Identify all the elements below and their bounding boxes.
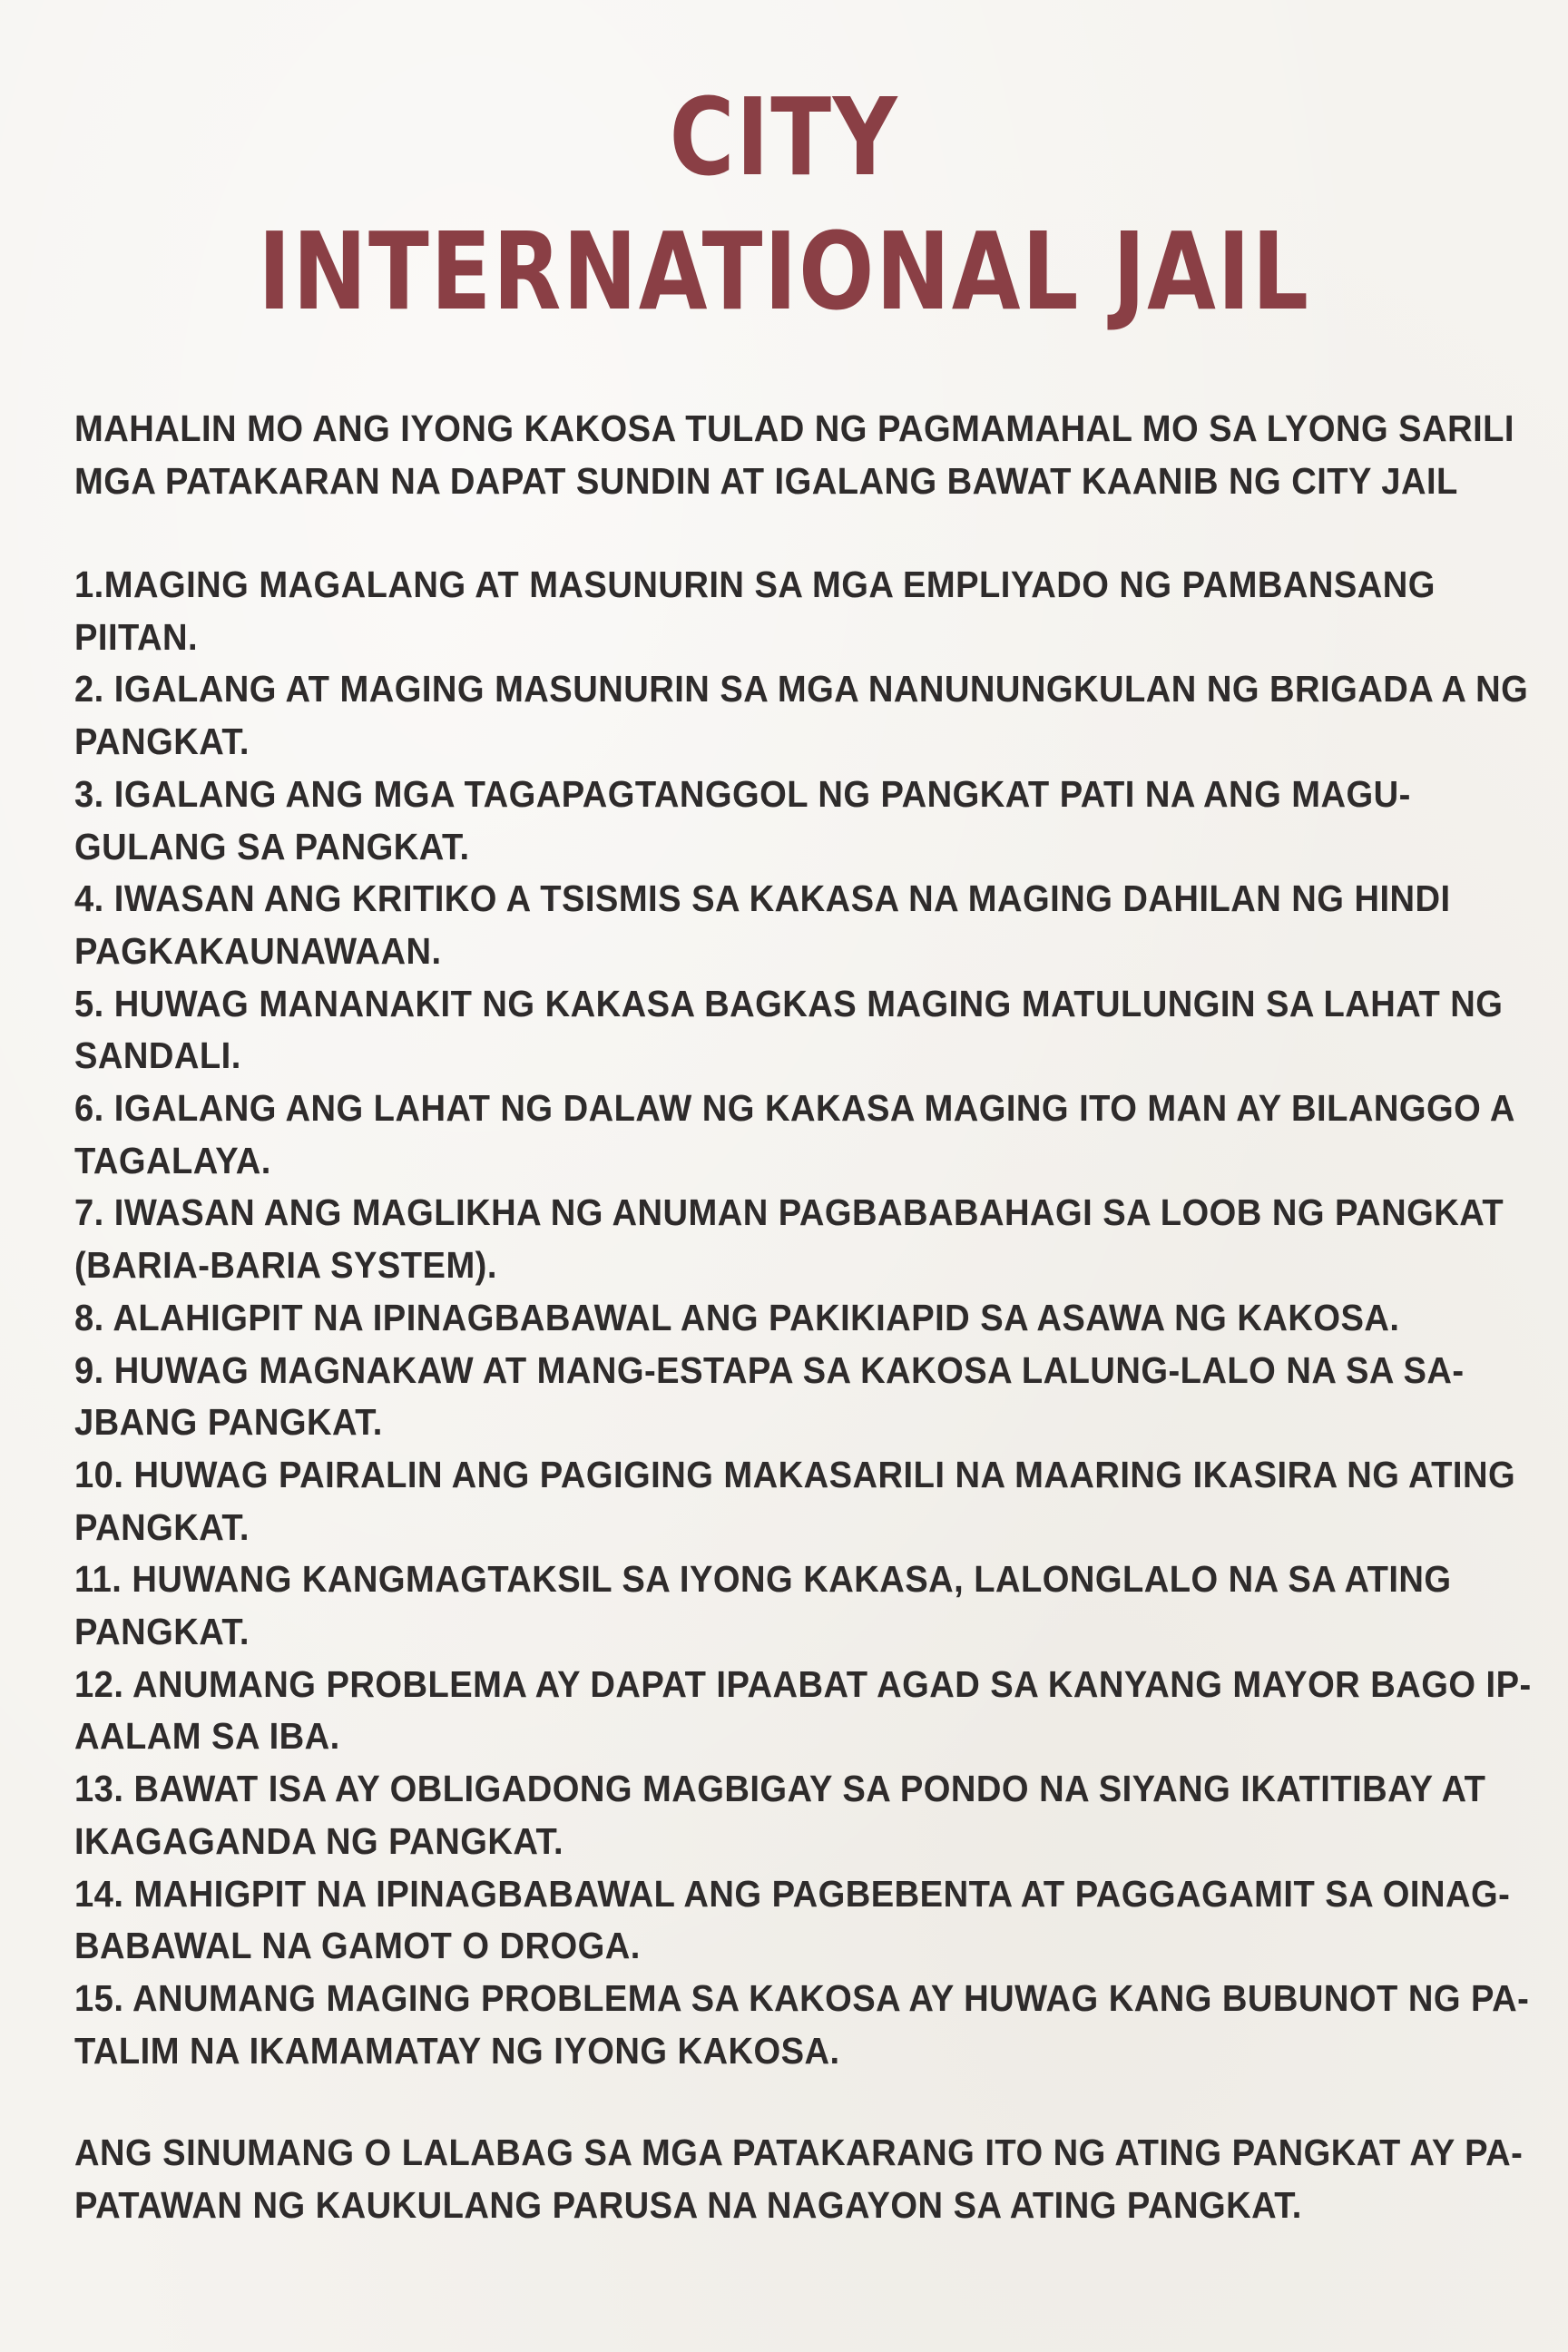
title-city: CITY [669, 74, 899, 200]
rule-line: 8. ALAHIGPIT NA IPINAGBABAWAL ANG PAKIKIAPID SA ASAWA NG KAKOSA. [74, 1296, 1400, 1338]
rule-line: JBANG PANGKAT. [74, 1401, 383, 1444]
rule-line: PAGKAKAUNAWAAN. [74, 929, 442, 972]
rule-line: PANGKAT. [74, 720, 250, 763]
rule-line: 11. HUWANG KANGMAGTAKSIL SA IYONG KAKASA, LALONGLALO NA SA ATING [74, 1558, 1452, 1601]
rules-list [74, 559, 1532, 2077]
closing-line: PATAWAN NG KAUKULANG PARUSA NA NAGAYON SA ATING PANGKAT. [74, 2183, 1302, 2226]
rule-line: PIITAN. [74, 615, 199, 658]
rule-line: TALIM NA IKAMAMATAY NG IYONG KAKOSA. [74, 2029, 840, 2072]
rule-line: PANGKAT. [74, 1505, 250, 1548]
intro-section [74, 403, 1517, 507]
closing-line: ANG SINUMANG O LALABAG SA MGA PATAKARANG ITO NG ATING PANGKAT AY PA- [74, 2132, 1524, 2173]
rule-line: 2. IGALANG AT MAGING MASUNURIN SA MGA NANUNUNGKULAN NG BRIGADA A NG [74, 668, 1529, 710]
rule-line: 15. ANUMANG MAGING PROBLEMA SA KAKOSA AY HUWAG KANG BUBUNOT NG PA- [74, 1976, 1530, 2019]
title-international-jail: INTERNATIONAL JAIL [258, 209, 1310, 334]
rule-line: 1.MAGING MAGALANG AT MASUNURIN SA MGA EMPLIYADO NG PAMBANSANG [74, 564, 1436, 605]
rule-line: 13. BAWAT ISA AY OBLIGADONG MAGBIGAY SA PONDO NA SIYANG IKATITIBAY AT [74, 1768, 1486, 1810]
rule-line: 4. IWASAN ANG KRITIKO A TSISMIS SA KAKASA NA MAGING DAHILAN NG HINDI [74, 877, 1451, 920]
rule-line: 10. HUWAG PAIRALIN ANG PAGIGING MAKASARILI NA MAARING IKASIRA NG ATING [74, 1453, 1516, 1495]
rule-line: 14. MAHIGPIT NA IPINAGBABAWAL ANG PAGBEBENTA AT PAGGAGAMIT SA OINAG- [74, 1872, 1511, 1915]
intro-line: MGA PATAKARAN NA DAPAT SUNDIN AT IGALANG BAWAT KAANIB NG CITY JAIL [74, 459, 1458, 502]
rule-line: 5. HUWAG MANANAKIT NG KAKASA BAGKAS MAGING MATULUNGIN SA LAHAT NG [74, 982, 1504, 1024]
rule-line: PANGKAT. [74, 1611, 250, 1653]
rule-line: 12. ANUMANG PROBLEMA AY DAPAT IPAABAT AGAD SA KANYANG MAYOR BAGO IP- [74, 1662, 1532, 1705]
rule-line: 9. HUWAG MAGNAKAW AT MANG-ESTAPA SA KAKOSA LALUNG-LALO NA SA SA- [74, 1348, 1465, 1391]
rule-line: 6. IGALANG ANG LAHAT NG DALAW NG KAKASA MAGING ITO MAN AY BILANGGO A [74, 1087, 1515, 1130]
rule-line: (BARIA-BARIA SYSTEM). [74, 1244, 497, 1287]
closing-statement [74, 2127, 1524, 2231]
intro-line: MAHALIN MO ANG IYONG KAKOSA TULAD NG PAGMAMAHAL MO SA LYONG SARILI [74, 407, 1514, 449]
rule-line: GULANG SA PANGKAT. [74, 825, 470, 867]
rule-line: IKAGAGANDA NG PANGKAT. [74, 1819, 564, 1862]
rule-line: TAGALAYA. [74, 1139, 271, 1181]
rule-line: BABAWAL NA GAMOT O DROGA. [74, 1925, 641, 1967]
rule-line: AALAM SA IBA. [74, 1715, 340, 1758]
rule-line: 3. IGALANG ANG MGA TAGAPAGTANGGOL NG PANGKAT PATI NA ANG MAGU- [74, 772, 1411, 815]
rule-line: 7. IWASAN ANG MAGLIKHA NG ANUMAN PAGBABABAHAGI SA LOOB NG PANGKAT [74, 1191, 1504, 1234]
rule-line: SANDALI. [74, 1034, 241, 1077]
